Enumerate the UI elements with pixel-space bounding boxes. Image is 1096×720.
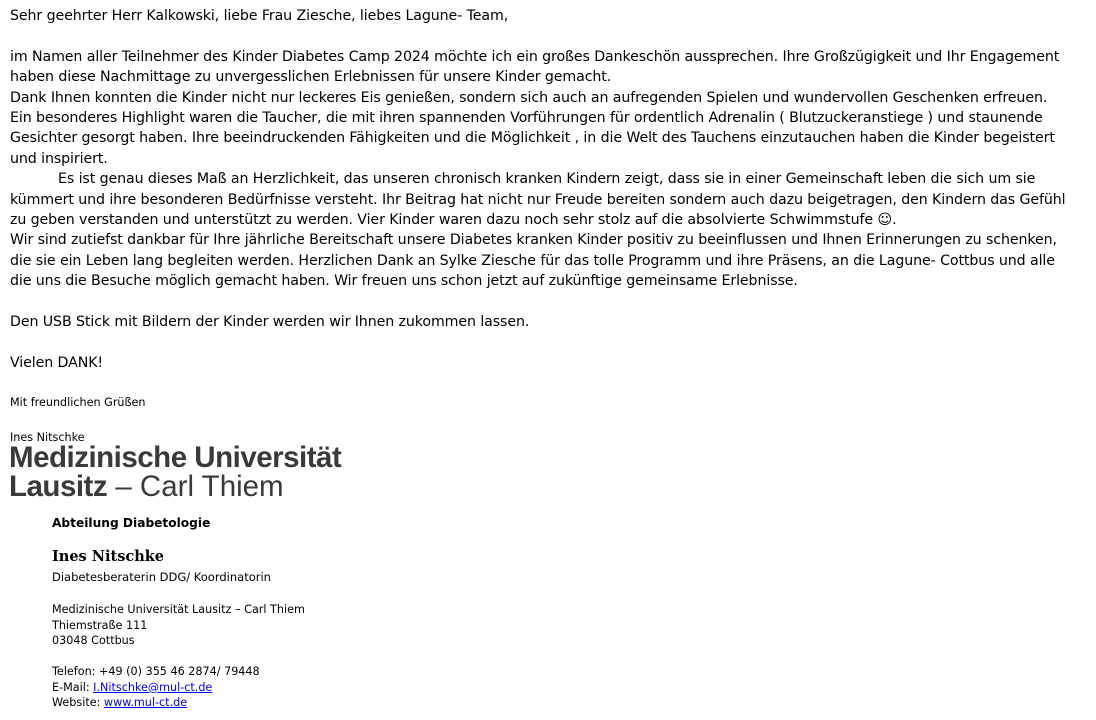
paragraph-3-line: die uns die Besuche möglich gemacht haben. Wir freuen uns schon jetzt auf zukünftige gemeinsame Erlebnisse. [10, 273, 798, 290]
logo-line-2 [9, 472, 341, 502]
paragraph-3-line: Wir sind zutiefst dankbar für Ihre jährliche Bereitschaft unsere Diabetes kranken Kinder positiv zu beeinflussen und Ihnen Erinnerungen zu schenken, [10, 232, 1057, 249]
email-label: E-Mail: [52, 680, 94, 694]
email-line [52, 680, 260, 696]
greeting-line: Sehr geehrter Herr Kalkowski, liebe Frau Ziesche, liebes Lagune- Team, [10, 8, 509, 24]
website-line [52, 695, 260, 711]
logo-carl-thiem: – Carl Thiem [107, 470, 284, 503]
university-logo [9, 443, 341, 502]
paragraph-1-line: im Namen aller Teilnehmer des Kinder Diabetes Camp 2024 möchte ich ein großes Dankeschön aussprechen. Ihre Großzügigkeit und Ihr Engagement [10, 48, 1060, 65]
paragraph-1-line: haben diese Nachmittage zu unvergesslichen Erlebnissen für unsere Kinder gemacht. [10, 69, 612, 86]
closing-regards: Mit freundlichen Grüßen [10, 396, 146, 409]
phone-line: Telefon: +49 (0) 355 46 2874/ 79448 [52, 665, 260, 678]
website-link[interactable]: www.mul-ct.de [103, 696, 188, 709]
logo-line-1: Medizinische Universität [9, 441, 342, 474]
logo-lausitz: Lausitz [9, 470, 108, 503]
signature-contact [52, 664, 260, 711]
address-line: Thiemstraße 111 [52, 618, 148, 632]
paragraph-1-line: Dank Ihnen konnten die Kinder nicht nur leckeres Eis genießen, sondern sich auch an aufregenden Spielen und wundervollen Geschenken erfreuen. [10, 89, 1048, 106]
address-line: 03048 Cottbus [52, 634, 135, 647]
letter-body [10, 6, 1082, 373]
paragraph-2-text: Es ist genau dieses Maß an Herzlichkeit, das unseren chronisch kranken Kindern zeigt, dass sie in einer Gemeinschaft leben die sich um sie [58, 171, 1036, 188]
usb-stick-line: Den USB Stick mit Bildern der Kinder werden wir Ihnen zukommen lassen. [10, 314, 530, 331]
paragraph-1-line: Gesichter gesorgt haben. Ihre beeindruckenden Fähigkeiten und die Möglichkeit , in die Welt des Tauchens einzutauchen haben die Kinder begeistert [10, 130, 1055, 147]
paragraph-2-line: kümmert und ihre besonderen Bedürfnisse versteht. Ihr Beitrag hat nicht nur Freude bereiten sondern auch dazu beigetragen, den Kindern das Gefühl [10, 191, 1066, 208]
closing-sender: Ines Nitschke [10, 431, 85, 444]
paragraph-1-line: Ein besonderes Highlight waren die Taucher, die mit ihren spannenden Vorführungen für ordentlich Adrenalin ( Blutzuckeranstiege ) und staunende [10, 110, 1043, 127]
paragraph-1-line: und inspiriert. [10, 150, 108, 167]
thanks-line: Vielen DANK! [10, 354, 104, 371]
website-label: Website: [52, 696, 104, 709]
email-link[interactable]: I.Nitschke@mul-ct.de [93, 680, 213, 694]
signature-role: Diabetesberaterin DDG/ Koordinatorin [52, 570, 271, 584]
address-line: Medizinische Universität Lausitz – Carl Thiem [52, 603, 305, 616]
paragraph-2-first-line [10, 169, 1082, 189]
paragraph-3-line: die sie ein Leben lang begleiten werden. Herzlichen Dank an Sylke Ziesche für das tolle Programm und ihre Präsens, an die Lagune- Cottbus und alle [10, 252, 1055, 269]
paragraph-2-line: zu geben verstanden und unterstützt zu werden. Vier Kinder waren dazu noch sehr stolz auf die absolvierte Schwimmstufe ☺. [10, 212, 897, 229]
signature-department: Abteilung Diabetologie [52, 516, 211, 530]
signature-address [52, 602, 305, 649]
signature-name: Ines Nitschke [52, 548, 165, 565]
